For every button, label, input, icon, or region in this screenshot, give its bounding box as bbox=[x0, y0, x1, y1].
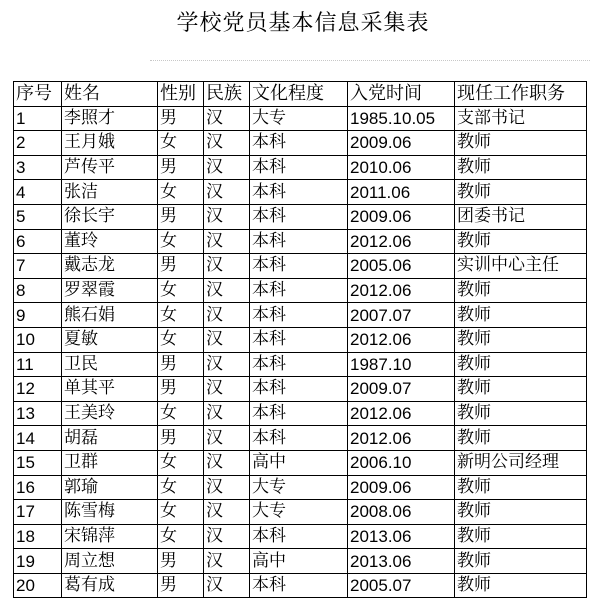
cell-join-date: 2013.06 bbox=[348, 549, 455, 574]
cell-education: 本科 bbox=[250, 254, 348, 279]
cell-ethnicity: 汉 bbox=[204, 327, 250, 352]
table-row bbox=[14, 204, 587, 229]
cell-seq: 9 bbox=[14, 303, 62, 328]
cell-seq: 12 bbox=[14, 377, 62, 402]
cell-name: 张洁 bbox=[62, 180, 158, 205]
cell-name: 卫民 bbox=[62, 352, 158, 377]
cell-seq: 8 bbox=[14, 278, 62, 303]
cell-gender: 男 bbox=[158, 426, 204, 451]
cell-ethnicity: 汉 bbox=[204, 549, 250, 574]
cell-join-date: 2005.07 bbox=[348, 573, 455, 598]
column-header-join-date: 入党时间 bbox=[348, 82, 455, 107]
table-row bbox=[14, 401, 587, 426]
column-header-gender: 性别 bbox=[158, 82, 204, 107]
cell-gender: 男 bbox=[158, 549, 204, 574]
cell-position: 新明公司经理 bbox=[455, 450, 587, 475]
cell-gender: 女 bbox=[158, 450, 204, 475]
cell-ethnicity: 汉 bbox=[204, 254, 250, 279]
cell-name: 陈雪梅 bbox=[62, 500, 158, 525]
cell-ethnicity: 汉 bbox=[204, 377, 250, 402]
cell-seq: 17 bbox=[14, 500, 62, 525]
table-row bbox=[14, 106, 587, 131]
cell-name: 周立想 bbox=[62, 549, 158, 574]
cell-ethnicity: 汉 bbox=[204, 106, 250, 131]
cell-gender: 女 bbox=[158, 278, 204, 303]
cell-position: 教师 bbox=[455, 573, 587, 598]
cell-seq: 1 bbox=[14, 106, 62, 131]
cell-join-date: 2009.06 bbox=[348, 131, 455, 156]
cell-gender: 女 bbox=[158, 524, 204, 549]
cell-gender: 男 bbox=[158, 254, 204, 279]
cell-gender: 男 bbox=[158, 155, 204, 180]
cell-join-date: 2013.06 bbox=[348, 524, 455, 549]
cell-education: 本科 bbox=[250, 352, 348, 377]
cell-ethnicity: 汉 bbox=[204, 500, 250, 525]
table-row bbox=[14, 327, 587, 352]
cell-name: 宋锦萍 bbox=[62, 524, 158, 549]
cell-seq: 13 bbox=[14, 401, 62, 426]
column-header-position: 现任工作职务 bbox=[455, 82, 587, 107]
cell-ethnicity: 汉 bbox=[204, 450, 250, 475]
cell-name: 戴志龙 bbox=[62, 254, 158, 279]
cell-education: 大专 bbox=[250, 500, 348, 525]
table-row bbox=[14, 475, 587, 500]
table-row bbox=[14, 131, 587, 156]
cell-education: 本科 bbox=[250, 573, 348, 598]
table-row bbox=[14, 524, 587, 549]
cell-join-date: 2009.07 bbox=[348, 377, 455, 402]
table-row bbox=[14, 500, 587, 525]
cell-position: 教师 bbox=[455, 155, 587, 180]
table-row bbox=[14, 229, 587, 254]
cell-ethnicity: 汉 bbox=[204, 524, 250, 549]
cell-join-date: 2012.06 bbox=[348, 327, 455, 352]
table-row bbox=[14, 377, 587, 402]
cell-join-date: 2009.06 bbox=[348, 475, 455, 500]
cell-join-date: 2010.06 bbox=[348, 155, 455, 180]
cell-ethnicity: 汉 bbox=[204, 131, 250, 156]
cell-seq: 19 bbox=[14, 549, 62, 574]
column-header-name: 姓名 bbox=[62, 82, 158, 107]
cell-position: 教师 bbox=[455, 426, 587, 451]
cell-position: 教师 bbox=[455, 180, 587, 205]
cell-education: 大专 bbox=[250, 106, 348, 131]
cell-seq: 18 bbox=[14, 524, 62, 549]
cell-gender: 女 bbox=[158, 229, 204, 254]
cell-name: 王美玲 bbox=[62, 401, 158, 426]
cell-name: 董玲 bbox=[62, 229, 158, 254]
cell-education: 本科 bbox=[250, 327, 348, 352]
cell-gender: 男 bbox=[158, 204, 204, 229]
cell-education: 本科 bbox=[250, 524, 348, 549]
cell-position: 教师 bbox=[455, 549, 587, 574]
cell-ethnicity: 汉 bbox=[204, 352, 250, 377]
cell-education: 本科 bbox=[250, 426, 348, 451]
cell-name: 熊石娟 bbox=[62, 303, 158, 328]
cell-name: 芦传平 bbox=[62, 155, 158, 180]
cell-position: 教师 bbox=[455, 524, 587, 549]
cell-education: 本科 bbox=[250, 278, 348, 303]
cell-education: 本科 bbox=[250, 229, 348, 254]
cell-name: 卫群 bbox=[62, 450, 158, 475]
cell-join-date: 2011.06 bbox=[348, 180, 455, 205]
cell-position: 教师 bbox=[455, 500, 587, 525]
cell-education: 本科 bbox=[250, 204, 348, 229]
column-header-ethnicity: 民族 bbox=[204, 82, 250, 107]
table-row bbox=[14, 278, 587, 303]
cell-gender: 女 bbox=[158, 475, 204, 500]
cell-position: 支部书记 bbox=[455, 106, 587, 131]
cell-education: 本科 bbox=[250, 155, 348, 180]
cell-education: 本科 bbox=[250, 401, 348, 426]
cell-education: 高中 bbox=[250, 549, 348, 574]
cell-ethnicity: 汉 bbox=[204, 229, 250, 254]
cell-education: 本科 bbox=[250, 303, 348, 328]
cell-ethnicity: 汉 bbox=[204, 401, 250, 426]
cell-join-date: 1987.10 bbox=[348, 352, 455, 377]
cell-seq: 14 bbox=[14, 426, 62, 451]
cell-join-date: 2008.06 bbox=[348, 500, 455, 525]
table-row bbox=[14, 180, 587, 205]
cell-seq: 16 bbox=[14, 475, 62, 500]
cell-seq: 10 bbox=[14, 327, 62, 352]
column-header-seq: 序号 bbox=[14, 82, 62, 107]
cell-gender: 女 bbox=[158, 500, 204, 525]
cell-gender: 女 bbox=[158, 131, 204, 156]
cell-name: 单其平 bbox=[62, 377, 158, 402]
table-body bbox=[14, 106, 587, 598]
cell-position: 教师 bbox=[455, 131, 587, 156]
header-row bbox=[14, 82, 587, 107]
cell-gender: 男 bbox=[158, 106, 204, 131]
cell-gender: 男 bbox=[158, 352, 204, 377]
cell-position: 实训中心主任 bbox=[455, 254, 587, 279]
cell-education: 大专 bbox=[250, 475, 348, 500]
cell-seq: 6 bbox=[14, 229, 62, 254]
cell-position: 教师 bbox=[455, 377, 587, 402]
cell-seq: 5 bbox=[14, 204, 62, 229]
table-row bbox=[14, 426, 587, 451]
cell-ethnicity: 汉 bbox=[204, 204, 250, 229]
cell-education: 本科 bbox=[250, 377, 348, 402]
cell-ethnicity: 汉 bbox=[204, 303, 250, 328]
cell-position: 教师 bbox=[455, 278, 587, 303]
cell-position: 教师 bbox=[455, 475, 587, 500]
page-title: 学校党员基本信息采集表 bbox=[176, 11, 430, 36]
cell-join-date: 2005.06 bbox=[348, 254, 455, 279]
cell-name: 徐长宇 bbox=[62, 204, 158, 229]
table-row bbox=[14, 573, 587, 598]
cell-join-date: 2012.06 bbox=[348, 426, 455, 451]
cell-ethnicity: 汉 bbox=[204, 426, 250, 451]
table-row bbox=[14, 155, 587, 180]
cell-education: 本科 bbox=[250, 131, 348, 156]
column-header-education: 文化程度 bbox=[250, 82, 348, 107]
cell-name: 郭瑜 bbox=[62, 475, 158, 500]
cell-name: 罗翠霞 bbox=[62, 278, 158, 303]
cell-seq: 20 bbox=[14, 573, 62, 598]
cell-gender: 女 bbox=[158, 401, 204, 426]
table-row bbox=[14, 450, 587, 475]
cell-join-date: 2006.10 bbox=[348, 450, 455, 475]
cell-seq: 11 bbox=[14, 352, 62, 377]
cell-gender: 男 bbox=[158, 573, 204, 598]
cell-position: 教师 bbox=[455, 327, 587, 352]
cell-join-date: 2012.06 bbox=[348, 401, 455, 426]
member-info-table bbox=[13, 81, 587, 598]
table-row bbox=[14, 352, 587, 377]
cell-gender: 女 bbox=[158, 303, 204, 328]
cell-name: 葛有成 bbox=[62, 573, 158, 598]
cell-ethnicity: 汉 bbox=[204, 278, 250, 303]
cell-ethnicity: 汉 bbox=[204, 180, 250, 205]
cell-ethnicity: 汉 bbox=[204, 573, 250, 598]
cell-seq: 15 bbox=[14, 450, 62, 475]
dotted-divider bbox=[150, 60, 590, 61]
cell-ethnicity: 汉 bbox=[204, 475, 250, 500]
cell-gender: 女 bbox=[158, 180, 204, 205]
cell-join-date: 2007.07 bbox=[348, 303, 455, 328]
cell-seq: 3 bbox=[14, 155, 62, 180]
table-row bbox=[14, 254, 587, 279]
cell-ethnicity: 汉 bbox=[204, 155, 250, 180]
cell-position: 团委书记 bbox=[455, 204, 587, 229]
cell-name: 夏敏 bbox=[62, 327, 158, 352]
cell-name: 李照才 bbox=[62, 106, 158, 131]
cell-join-date: 2012.06 bbox=[348, 278, 455, 303]
cell-seq: 2 bbox=[14, 131, 62, 156]
cell-seq: 7 bbox=[14, 254, 62, 279]
cell-seq: 4 bbox=[14, 180, 62, 205]
cell-position: 教师 bbox=[455, 229, 587, 254]
table-row bbox=[14, 303, 587, 328]
cell-name: 胡磊 bbox=[62, 426, 158, 451]
cell-education: 本科 bbox=[250, 180, 348, 205]
cell-gender: 女 bbox=[158, 327, 204, 352]
cell-join-date: 1985.10.05 bbox=[348, 106, 455, 131]
cell-join-date: 2009.06 bbox=[348, 204, 455, 229]
cell-education: 高中 bbox=[250, 450, 348, 475]
cell-position: 教师 bbox=[455, 352, 587, 377]
cell-join-date: 2012.06 bbox=[348, 229, 455, 254]
cell-position: 教师 bbox=[455, 401, 587, 426]
cell-name: 王月娥 bbox=[62, 131, 158, 156]
table-row bbox=[14, 549, 587, 574]
cell-position: 教师 bbox=[455, 303, 587, 328]
cell-gender: 男 bbox=[158, 377, 204, 402]
